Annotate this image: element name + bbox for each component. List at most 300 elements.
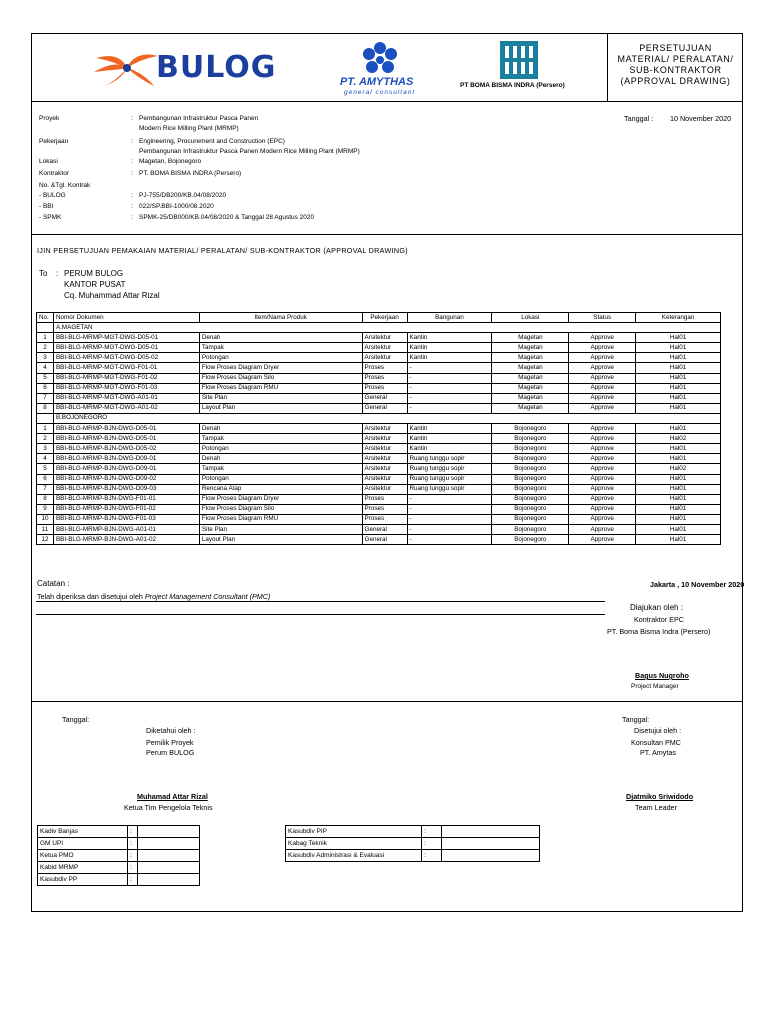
table-cell: Flow Proses Diagram RMU xyxy=(199,514,362,524)
distribution-row xyxy=(286,826,540,838)
distribution-signature-cell[interactable] xyxy=(442,850,540,862)
table-body xyxy=(37,323,721,545)
konsultan-pmc: Konsultan PMC xyxy=(631,738,681,747)
group-name: A.MAGETAN xyxy=(53,323,720,333)
table-cell: Magetan xyxy=(492,343,569,353)
table-cell: BBI-BLG-MRMP-MGT-DWG-D05-01 xyxy=(53,333,199,343)
table-cell: 11 xyxy=(37,524,54,534)
table-cell: Bojonegoro xyxy=(492,514,569,524)
table-cell: Hal01 xyxy=(636,333,721,343)
table-cell: Magetan xyxy=(492,393,569,403)
catatan-label: Catatan : xyxy=(37,579,70,588)
pemilik-proyek: Pemilik Proyek xyxy=(146,738,194,747)
to-label: To xyxy=(39,269,48,278)
table-cell: Hal01 xyxy=(636,535,721,545)
table-cell: Tampak xyxy=(199,464,362,474)
table-row xyxy=(37,403,721,413)
table-cell: Flow Proses Diagram RMU xyxy=(199,383,362,393)
table-cell: General xyxy=(362,524,407,534)
table-row xyxy=(37,454,721,464)
table-row xyxy=(37,333,721,343)
place-date: Jakarta , 10 November 2020 xyxy=(650,580,745,589)
table-cell: - xyxy=(407,403,492,413)
table-cell: Ruang tunggu sopir xyxy=(407,474,492,484)
table-row xyxy=(37,535,721,545)
table-cell: BBI-BLG-MRMP-BJN-DWG-D05-01 xyxy=(53,434,199,444)
table-cell: Bojonegoro xyxy=(492,504,569,514)
table-cell: - xyxy=(407,494,492,504)
table-cell: Hal01 xyxy=(636,393,721,403)
colon: : xyxy=(131,214,133,221)
table-cell: Denah xyxy=(199,333,362,343)
table-cell: BBI-BLG-MRMP-MGT-DWG-F01-01 xyxy=(53,363,199,373)
table-cell: Flow Proses Diagram Silo xyxy=(199,504,362,514)
group-cell xyxy=(37,413,54,423)
col-header: No. xyxy=(37,313,54,323)
table-cell: Bojonegoro xyxy=(492,474,569,484)
table-cell: Denah xyxy=(199,424,362,434)
distribution-row xyxy=(286,850,540,862)
table-cell: Arsitektur xyxy=(362,434,407,444)
table-cell: Proses xyxy=(362,514,407,524)
table-cell: Arsitektur xyxy=(362,333,407,343)
table-cell: Approve xyxy=(569,504,636,514)
table-cell: Arsitektur xyxy=(362,444,407,454)
distribution-label: Kabag Teknik xyxy=(286,838,422,850)
table-cell: BBI-BLG-MRMP-BJN-DWG-F01-03 xyxy=(53,514,199,524)
col-header: Status xyxy=(569,313,636,323)
table-cell: Arsitektur xyxy=(362,353,407,363)
pekerjaan-label: Pekerjaan xyxy=(39,138,69,145)
table-cell: Approve xyxy=(569,535,636,545)
diketahui-label: Diketahui oleh : xyxy=(146,726,196,735)
table-cell: - xyxy=(407,514,492,524)
table-cell: - xyxy=(407,373,492,383)
table-cell: Magetan xyxy=(492,333,569,343)
group-row xyxy=(37,413,721,423)
table-row xyxy=(37,434,721,444)
table-cell: Hal01 xyxy=(636,504,721,514)
table-cell: 2 xyxy=(37,434,54,444)
group-name: B.BOJONEGORO xyxy=(53,413,720,423)
lokasi-value: Magetan, Bojonegoro xyxy=(139,158,202,165)
pt-boma: PT. Boma Bisma Indra (Persero) xyxy=(607,627,711,636)
form-title-line: PERSETUJUAN xyxy=(639,43,712,53)
table-cell: BBI-BLG-MRMP-BJN-DWG-F01-02 xyxy=(53,504,199,514)
col-header: Bangunan xyxy=(407,313,492,323)
table-cell: 3 xyxy=(37,353,54,363)
table-cell: Hal01 xyxy=(636,484,721,494)
table-cell: Approve xyxy=(569,464,636,474)
pekerjaan-value: Engineering, Procurement and Construction (EPC) xyxy=(139,138,285,145)
bbi-contract-value: 022/SP.BBI-1000/08.2020 xyxy=(139,203,214,210)
table-cell: Kantin xyxy=(407,424,492,434)
left-signature-name: Muhamad Attar Rizal xyxy=(137,792,208,801)
table-cell: Bojonegoro xyxy=(492,454,569,464)
distribution-label: Kadiv Banjas xyxy=(38,826,128,838)
table-cell: BBI-BLG-MRMP-MGT-DWG-F01-02 xyxy=(53,373,199,383)
distribution-row xyxy=(38,838,200,850)
table-cell: Magetan xyxy=(492,373,569,383)
table-cell: Hal01 xyxy=(636,383,721,393)
table-cell: Arsitektur xyxy=(362,424,407,434)
bulog-logo-text: BULOG xyxy=(156,50,277,85)
table-cell: BBI-BLG-MRMP-BJN-DWG-D05-02 xyxy=(53,444,199,454)
distribution-colon: : xyxy=(422,826,442,838)
table-cell: Hal01 xyxy=(636,343,721,353)
proyek-value: Pembangunan Infrastruktur Pasca Panen xyxy=(139,115,259,122)
table-cell: 5 xyxy=(37,373,54,383)
distribution-signature-cell[interactable] xyxy=(138,862,200,874)
colon: : xyxy=(131,115,133,122)
disetujui-label: Disetujui oleh : xyxy=(634,726,682,735)
table-cell: Bojonegoro xyxy=(492,434,569,444)
checked-prefix: Telah diperiksa dan disetujui oleh xyxy=(37,592,145,601)
table-cell: Denah xyxy=(199,454,362,464)
bulog-contract-value: PJ-755/DB200/KB.04/08/2020 xyxy=(139,192,227,199)
distribution-signature-cell[interactable] xyxy=(442,838,540,850)
form-title-line: SUB-KONTRAKTOR xyxy=(629,65,722,75)
pt-amytas: PT. Amytas xyxy=(640,748,676,757)
col-header: Pekerjaan xyxy=(362,313,407,323)
table-row xyxy=(37,444,721,454)
distribution-table-right xyxy=(285,825,540,862)
table-cell: Site Plan xyxy=(199,393,362,403)
to-colon: : xyxy=(56,269,59,278)
table-cell: BBI-BLG-MRMP-BJN-DWG-D09-01 xyxy=(53,464,199,474)
table-cell: Hal01 xyxy=(636,424,721,434)
tanggal-label: Tanggal : xyxy=(624,114,654,123)
table-cell: 9 xyxy=(37,504,54,514)
table-cell: Proses xyxy=(362,504,407,514)
checked-pmc: Project Management Consultant (PMC) xyxy=(144,592,271,601)
table-row xyxy=(37,464,721,474)
distribution-label: Kabid MRMP xyxy=(38,862,128,874)
table-cell: Potongan xyxy=(199,444,362,454)
distribution-row xyxy=(38,826,200,838)
tanggal-value: 10 November 2020 xyxy=(670,114,732,123)
table-row xyxy=(37,494,721,504)
table-cell: BBI-BLG-MRMP-MGT-DWG-A01-02 xyxy=(53,403,199,413)
table-cell: Approve xyxy=(569,474,636,484)
lokasi-label: Lokasi xyxy=(39,158,58,165)
pm-signature-name: Bagus Nugroho xyxy=(635,671,689,680)
table-cell: 7 xyxy=(37,393,54,403)
col-header: Nomor Dokumen xyxy=(53,313,199,323)
distribution-colon: : xyxy=(128,874,138,886)
kontraktor-epc: Kontraktor EPC xyxy=(634,615,684,624)
table-cell: Hal01 xyxy=(636,524,721,534)
table-cell: Hal01 xyxy=(636,444,721,454)
note-line xyxy=(36,601,605,602)
table-cell: 12 xyxy=(37,535,54,545)
table-row xyxy=(37,353,721,363)
boma-logo xyxy=(500,41,538,84)
table-cell: Approve xyxy=(569,424,636,434)
form-title-box xyxy=(607,33,743,101)
table-row xyxy=(37,383,721,393)
right-signature-name: Djatmiko Sriwidodo xyxy=(626,792,694,801)
kontraktor-value: PT. BOMA BISMA INDRA (Persero) xyxy=(139,170,242,177)
colon: : xyxy=(131,192,133,199)
table-cell: Arsitektur xyxy=(362,484,407,494)
table-cell: Bojonegoro xyxy=(492,494,569,504)
distribution-label: Ketua PMO xyxy=(38,850,128,862)
col-header: Item/Nama Produk xyxy=(199,313,362,323)
table-cell: Hal01 xyxy=(636,363,721,373)
perum-bulog: Perum BULOG xyxy=(146,748,195,757)
table-cell: Hal02 xyxy=(636,464,721,474)
table-cell: Approve xyxy=(569,333,636,343)
spmk-value: SPMK-25/DB000/KB.04/08/2020 & Tanggal 28 Agustus 2020 xyxy=(139,214,315,221)
table-cell: Hal02 xyxy=(636,434,721,444)
table-cell: Kantin xyxy=(407,444,492,454)
table-cell: Approve xyxy=(569,434,636,444)
distribution-colon: : xyxy=(128,838,138,850)
table-row xyxy=(37,363,721,373)
table-row xyxy=(37,343,721,353)
pm-title: Project Manager xyxy=(631,683,679,690)
proyek-value-2: Modern Rice Milling Plant (MRMP) xyxy=(139,125,239,132)
amythas-logo xyxy=(338,40,424,96)
to-line-1: PERUM BULOG xyxy=(64,269,124,278)
distribution-signature-cell[interactable] xyxy=(138,826,200,838)
distribution-table-left xyxy=(37,825,200,886)
table-row xyxy=(37,504,721,514)
table-cell: General xyxy=(362,535,407,545)
table-row xyxy=(37,393,721,403)
colon: : xyxy=(131,158,133,165)
table-cell: Proses xyxy=(362,363,407,373)
bulog-emblem-icon xyxy=(92,48,162,88)
table-cell: Approve xyxy=(569,353,636,363)
table-cell: BBI-BLG-MRMP-BJN-DWG-D09-02 xyxy=(53,474,199,484)
to-line-2: KANTOR PUSAT xyxy=(64,280,126,289)
table-cell: Kantin xyxy=(407,333,492,343)
group-cell xyxy=(37,323,54,333)
table-cell: Hal01 xyxy=(636,454,721,464)
checked-by-note xyxy=(37,592,270,601)
table-cell: BBI-BLG-MRMP-BJN-DWG-D05-01 xyxy=(53,424,199,434)
distribution-label: Kasubdiv PIP xyxy=(286,826,422,838)
table-cell: Hal01 xyxy=(636,373,721,383)
kontrak-label: No. &Tgl. Kontrak xyxy=(39,182,91,189)
table-cell: Ruang tunggu sopir xyxy=(407,454,492,464)
table-cell: BBI-BLG-MRMP-BJN-DWG-D09-03 xyxy=(53,484,199,494)
distribution-signature-cell[interactable] xyxy=(442,826,540,838)
table-cell: 8 xyxy=(37,403,54,413)
table-cell: Arsitektur xyxy=(362,454,407,464)
to-line-3: Cq. Muhammad Attar Rizal xyxy=(64,291,160,300)
distribution-colon: : xyxy=(422,838,442,850)
table-cell: Bojonegoro xyxy=(492,464,569,474)
table-cell: Approve xyxy=(569,373,636,383)
form-title-line: (APPROVAL DRAWING) xyxy=(620,76,731,86)
table-cell: Approve xyxy=(569,484,636,494)
table-cell: - xyxy=(407,524,492,534)
table-row xyxy=(37,474,721,484)
table-cell: Hal01 xyxy=(636,494,721,504)
col-header: Keterangan xyxy=(636,313,721,323)
table-cell: Magetan xyxy=(492,353,569,363)
table-cell: Arsitektur xyxy=(362,343,407,353)
request-heading: IJIN PERSETUJUAN PEMAKAIAN MATERIAL/ PERALATAN/ SUB-KONTRAKTOR (APPROVAL DRAWING) xyxy=(37,246,408,255)
table-cell: - xyxy=(407,504,492,514)
table-cell: Approve xyxy=(569,383,636,393)
table-cell: Approve xyxy=(569,393,636,403)
table-cell: 7 xyxy=(37,484,54,494)
table-cell: Bojonegoro xyxy=(492,484,569,494)
table-cell: Approve xyxy=(569,444,636,454)
table-cell: 1 xyxy=(37,424,54,434)
table-cell: 6 xyxy=(37,474,54,484)
table-cell: BBI-BLG-MRMP-MGT-DWG-D05-01 xyxy=(53,343,199,353)
table-cell: Hal01 xyxy=(636,403,721,413)
table-header-row xyxy=(37,313,721,323)
left-signature-title: Ketua Tim Pengelola Teknis xyxy=(124,803,213,812)
colon: : xyxy=(131,203,133,210)
col-header: Lokasi xyxy=(492,313,569,323)
table-cell: BBI-BLG-MRMP-BJN-DWG-D09-01 xyxy=(53,454,199,464)
table-cell: 10 xyxy=(37,514,54,524)
table-cell: Magetan xyxy=(492,383,569,393)
divider xyxy=(31,701,743,702)
amythas-name: PT. AMYTHAS xyxy=(340,76,414,88)
bulog-contract-label: - BULOG xyxy=(39,192,66,199)
table-row xyxy=(37,424,721,434)
table-cell: Arsitektur xyxy=(362,474,407,484)
table-cell: - xyxy=(407,393,492,403)
table-cell: Hal01 xyxy=(636,353,721,363)
table-cell: 8 xyxy=(37,494,54,504)
approval-items-table xyxy=(36,312,721,545)
distribution-signature-cell[interactable] xyxy=(138,874,200,886)
colon: : xyxy=(131,138,133,145)
spmk-label: - SPMK xyxy=(39,214,62,221)
table-row xyxy=(37,524,721,534)
table-cell: BBI-BLG-MRMP-MGT-DWG-D05-02 xyxy=(53,353,199,363)
distribution-colon: : xyxy=(128,850,138,862)
table-cell: Magetan xyxy=(492,363,569,373)
pekerjaan-value-2: Pembangunan Infrastruktur Pasca Panen Modern Rice Milling Plant (MRMP) xyxy=(139,148,360,155)
table-cell: Flow Proses Diagram Dryer xyxy=(199,494,362,504)
divider xyxy=(31,101,743,102)
table-cell: Kantin xyxy=(407,434,492,444)
table-cell: General xyxy=(362,403,407,413)
distribution-colon: : xyxy=(128,862,138,874)
table-cell: - xyxy=(407,383,492,393)
table-cell: 3 xyxy=(37,444,54,454)
table-cell: Hal01 xyxy=(636,474,721,484)
table-cell: 6 xyxy=(37,383,54,393)
divider xyxy=(31,234,743,235)
table-cell: Ruang tunggu sopir xyxy=(407,464,492,474)
distribution-colon: : xyxy=(128,826,138,838)
table-cell: General xyxy=(362,393,407,403)
table-cell: Bojonegoro xyxy=(492,444,569,454)
table-cell: Proses xyxy=(362,494,407,504)
table-cell: 1 xyxy=(37,333,54,343)
table-cell: Bojonegoro xyxy=(492,524,569,534)
table-cell: Ruang tunggu sopir xyxy=(407,484,492,494)
colon: : xyxy=(131,170,133,177)
table-cell: Flow Proses Diagram Dryer xyxy=(199,363,362,373)
table-cell: Layout Plan xyxy=(199,535,362,545)
table-cell: 2 xyxy=(37,343,54,353)
table-cell: - xyxy=(407,535,492,545)
table-cell: 4 xyxy=(37,454,54,464)
table-cell: 4 xyxy=(37,363,54,373)
table-cell: BBI-BLG-MRMP-MGT-DWG-A01-01 xyxy=(53,393,199,403)
table-cell: Bojonegoro xyxy=(492,424,569,434)
table-cell: Potongan xyxy=(199,353,362,363)
table-row xyxy=(37,514,721,524)
kontraktor-label: Kontraktor xyxy=(39,170,69,177)
tanggal-right: Tanggal: xyxy=(622,715,650,724)
table-cell: Approve xyxy=(569,454,636,464)
proyek-label: Proyek xyxy=(39,115,60,122)
distribution-row xyxy=(38,850,200,862)
group-row xyxy=(37,323,721,333)
table-cell: Approve xyxy=(569,524,636,534)
table-cell: BBI-BLG-MRMP-BJN-DWG-A01-02 xyxy=(53,535,199,545)
table-cell: Approve xyxy=(569,363,636,373)
table-cell: Proses xyxy=(362,383,407,393)
table-cell: Arsitektur xyxy=(362,464,407,474)
table-row xyxy=(37,484,721,494)
bbi-contract-label: - BBI xyxy=(39,203,54,210)
distribution-row xyxy=(38,862,200,874)
table-cell: Tampak xyxy=(199,434,362,444)
table-cell: Approve xyxy=(569,403,636,413)
table-cell: Rencana Atap xyxy=(199,484,362,494)
distribution-row xyxy=(286,838,540,850)
table-cell: 5 xyxy=(37,464,54,474)
table-cell: - xyxy=(407,363,492,373)
table-cell: Proses xyxy=(362,373,407,383)
boma-company-name: PT BOMA BISMA INDRA (Persero) xyxy=(460,82,565,89)
table-cell: Approve xyxy=(569,514,636,524)
distribution-row xyxy=(38,874,200,886)
table-row xyxy=(37,373,721,383)
table-cell: Approve xyxy=(569,343,636,353)
distribution-colon: : xyxy=(422,850,442,862)
table-cell: Site Plan xyxy=(199,524,362,534)
tanggal-left: Tanggal: xyxy=(62,715,90,724)
distribution-label: Kasubdiv PP xyxy=(38,874,128,886)
table-cell: Kantin xyxy=(407,353,492,363)
table-cell: Magetan xyxy=(492,403,569,413)
distribution-label: GM UPI xyxy=(38,838,128,850)
table-cell: Potongan xyxy=(199,474,362,484)
table-cell: BBI-BLG-MRMP-MGT-DWG-F01-03 xyxy=(53,383,199,393)
distribution-signature-cell[interactable] xyxy=(138,850,200,862)
table-cell: Kantin xyxy=(407,343,492,353)
distribution-label: Kasubdiv Administrasi & Evaluasi xyxy=(286,850,422,862)
table-cell: Layout Plan xyxy=(199,403,362,413)
table-cell: Tampak xyxy=(199,343,362,353)
distribution-signature-cell[interactable] xyxy=(138,838,200,850)
table-cell: Approve xyxy=(569,494,636,504)
boma-emblem-icon xyxy=(500,41,538,79)
form-title-line: MATERIAL/ PERALATAN/ xyxy=(617,54,734,64)
amythas-flower-icon xyxy=(360,40,400,80)
table-cell: Flow Proses Diagram Silo xyxy=(199,373,362,383)
table-cell: BBI-BLG-MRMP-BJN-DWG-A01-01 xyxy=(53,524,199,534)
table-cell: Bojonegoro xyxy=(492,535,569,545)
table-cell: BBI-BLG-MRMP-BJN-DWG-F01-01 xyxy=(53,494,199,504)
note-line xyxy=(36,614,605,615)
